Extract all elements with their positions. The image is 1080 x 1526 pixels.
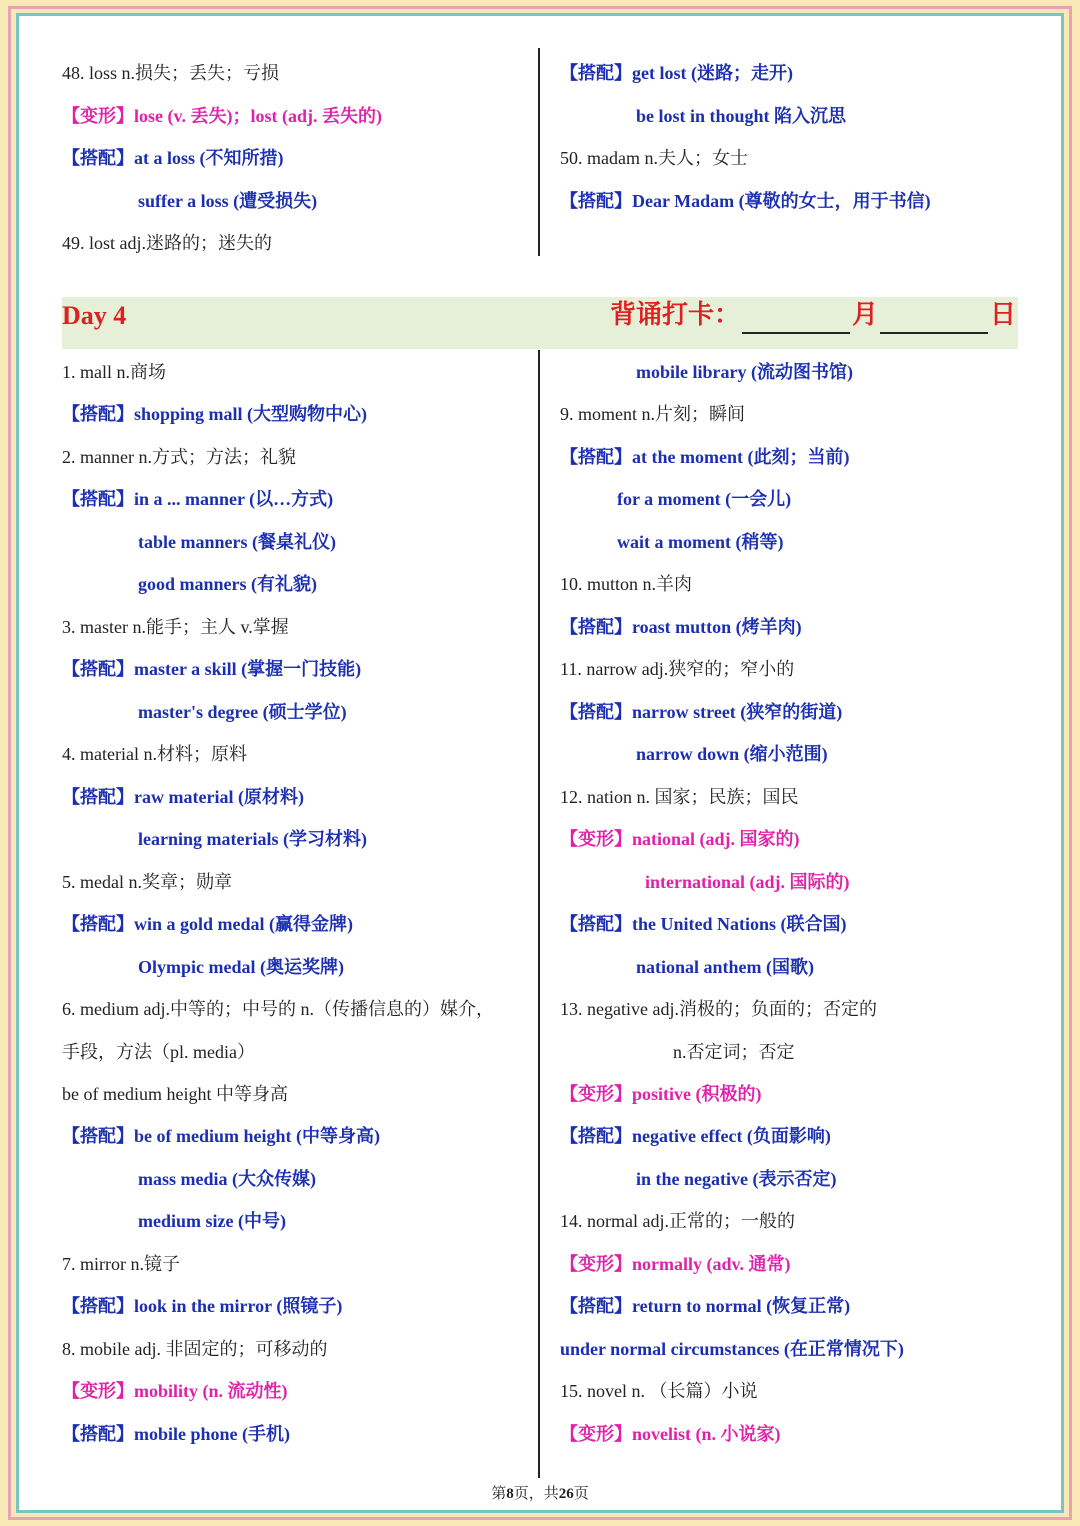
column-divider-top — [538, 48, 540, 256]
entry-line: 【变形】normally (adv. 通常) — [560, 1254, 791, 1274]
footer-middle: 页，共 — [513, 1486, 559, 1502]
entry-line: 【搭配】look in the mirror (照镜子) — [62, 1296, 343, 1316]
entry-line: mobile library (流动图书馆) — [636, 362, 853, 382]
entry-line: 【变形】lose (v. 丢失)；lost (adj. 丢失的) — [62, 106, 382, 126]
entry-line: 【搭配】negative effect (负面影响) — [560, 1126, 831, 1146]
entry-line: n.否定词；否定 — [673, 1042, 795, 1062]
entry-line: 14. normal adj.正常的；一般的 — [560, 1211, 795, 1231]
entry-line: 8. mobile adj. 非固定的；可移动的 — [62, 1339, 328, 1359]
entry-line: 【搭配】raw material (原材料) — [62, 787, 304, 807]
entry-line: 【搭配】at a loss (不知所措) — [62, 148, 284, 168]
day-title: Day 4 — [62, 301, 127, 330]
checkin-label: 背诵打卡： — [609, 300, 740, 329]
month-label: 月 — [851, 300, 878, 329]
entry-line: 7. mirror n.镜子 — [62, 1254, 180, 1274]
entry-line: under normal circumstances (在正常情况下) — [560, 1339, 904, 1359]
entry-line: 【搭配】Dear Madam (尊敬的女士，用于书信) — [560, 191, 931, 211]
entry-line: 【变形】national (adj. 国家的) — [560, 829, 800, 849]
entry-line: 48. loss n.损失；丢失；亏损 — [62, 63, 280, 83]
checkin-line — [610, 296, 1016, 334]
entry-line: 【搭配】mobile phone (手机) — [62, 1424, 291, 1444]
entry-line: national anthem (国歌) — [636, 957, 815, 977]
entry-line: 【搭配】the United Nations (联合国) — [560, 914, 847, 934]
entry-line: 12. nation n. 国家；民族；国民 — [560, 787, 799, 807]
footer-prefix: 第 — [491, 1486, 507, 1502]
entry-line: 【搭配】return to normal (恢复正常) — [560, 1296, 851, 1316]
entry-line: good manners (有礼貌) — [138, 574, 317, 594]
day-label: 日 — [989, 300, 1016, 329]
entry-line: 【搭配】get lost (迷路；走开) — [560, 63, 793, 83]
entry-line: for a moment (一会儿) — [617, 489, 792, 509]
entry-line: 1. mall n.商场 — [62, 362, 166, 382]
entry-line: mass media (大众传媒) — [138, 1169, 316, 1189]
entry-line: 【变形】novelist (n. 小说家) — [560, 1424, 781, 1444]
entry-line: 4. material n.材料；原料 — [62, 744, 247, 764]
entry-line: international (adj. 国际的) — [645, 872, 850, 892]
entry-line: narrow down (缩小范围) — [636, 744, 828, 764]
page-footer — [0, 1482, 1080, 1503]
entry-line: 【搭配】roast mutton (烤羊肉) — [560, 617, 802, 637]
entry-line: 3. master n.能手；主人 v.掌握 — [62, 617, 289, 637]
entry-line: 【搭配】master a skill (掌握一门技能) — [62, 659, 362, 679]
entry-line: 13. negative adj.消极的；负面的；否定的 — [560, 999, 877, 1019]
entry-line: 6. medium adj.中等的；中号的 n.（传播信息的）媒介， — [62, 999, 494, 1019]
entry-line: table manners (餐桌礼仪) — [138, 532, 336, 552]
entry-line: 5. medal n.奖章；勋章 — [62, 872, 232, 892]
entry-line: wait a moment (稍等) — [617, 532, 784, 552]
entry-line: 【搭配】shopping mall (大型购物中心) — [62, 404, 368, 424]
entry-line: 【搭配】at the moment (此刻；当前) — [560, 447, 850, 467]
entry-line: 49. lost adj.迷路的；迷失的 — [62, 233, 272, 253]
footer-total-pages: 26 — [558, 1486, 574, 1502]
entry-line: 2. manner n.方式；方法；礼貌 — [62, 447, 296, 467]
entry-line: 11. narrow adj.狭窄的；窄小的 — [560, 659, 795, 679]
entry-line: 9. moment n.片刻；瞬间 — [560, 404, 745, 424]
entry-line: 手段，方法（pl. media） — [62, 1042, 255, 1062]
entry-line: 15. novel n. （长篇）小说 — [560, 1381, 758, 1401]
entry-line: master's degree (硕士学位) — [138, 702, 347, 722]
entry-line: 【搭配】win a gold medal (赢得金牌) — [62, 914, 354, 934]
entry-line: 【搭配】be of medium height (中等身高) — [62, 1126, 380, 1146]
entry-line: 50. madam n.夫人；女士 — [560, 148, 748, 168]
entry-line: in the negative (表示否定) — [636, 1169, 837, 1189]
month-blank — [742, 306, 850, 334]
entry-line: 【变形】mobility (n. 流动性) — [62, 1381, 288, 1401]
entry-line: 【搭配】in a ... manner (以…方式) — [62, 489, 334, 509]
footer-suffix: 页 — [573, 1486, 589, 1502]
entry-line: be of medium height 中等身高 — [62, 1084, 288, 1104]
entry-line: 【变形】positive (积极的) — [560, 1084, 762, 1104]
entry-line: 10. mutton n.羊肉 — [560, 574, 693, 594]
footer-page-number: 8 — [506, 1486, 514, 1502]
entry-line: medium size (中号) — [138, 1211, 286, 1231]
entry-line: be lost in thought 陷入沉思 — [636, 106, 847, 126]
entry-line: learning materials (学习材料) — [138, 829, 367, 849]
column-divider-bottom — [538, 350, 540, 1478]
entry-line: 【搭配】narrow street (狭窄的街道) — [560, 702, 843, 722]
entry-line: suffer a loss (遭受损失) — [138, 191, 318, 211]
entry-line: Olympic medal (奥运奖牌) — [138, 957, 344, 977]
day-blank — [880, 306, 988, 334]
